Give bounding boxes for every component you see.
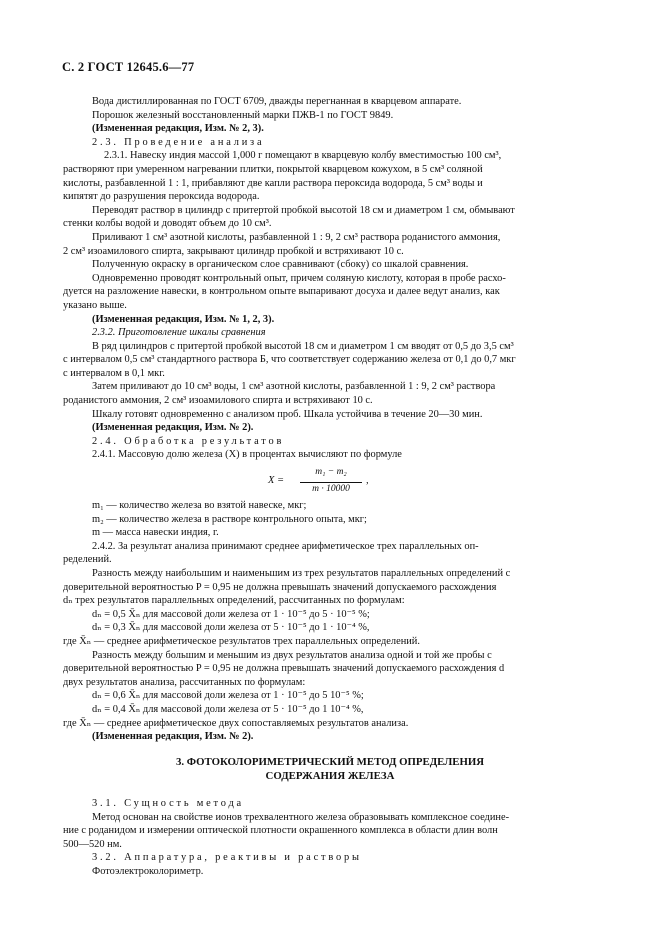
text-line: доверительной вероятностью P = 0,95 не должна превышать значений допускаемого расхождения d xyxy=(63,663,505,675)
text-line: m₁ — количество железа во взятой навеске, мкг; xyxy=(92,500,307,511)
formula-denominator: m · 10000 xyxy=(312,484,350,494)
text-line: ние с роданидом и измерении оптической плотности окрашенного комплекса в области длин волн xyxy=(63,825,498,837)
text-line: ределений. xyxy=(63,554,112,566)
subsection-title: 2.3.2. Приготовление шкалы сравнения xyxy=(92,327,266,339)
text-line: Порошок железный восстановленный марки ПЖВ-1 по ГОСТ 9849. xyxy=(92,109,394,121)
amendment-note: (Измененная редакция, Изм. № 2). xyxy=(92,731,254,743)
text-line: Приливают 1 см³ азотной кислоты, разбавленной 1 : 9, 2 см³ раствора роданистого аммония, xyxy=(92,231,501,243)
text-line: кипятят до разрушения пероксида водорода. xyxy=(63,191,260,203)
text-block-2 xyxy=(63,499,602,744)
text-line: 2.4.1. Массовую долю железа (X) в процентах вычисляют по формуле xyxy=(92,449,402,461)
text-line: растворяют при умеренном нагревании плитки, покрытой кварцевом кожухом, в 5 см³ соляной xyxy=(63,163,483,175)
text-line: dₙ = 0,6 X̄ₙ для массовой доли железа от 1 · 10⁻⁵ до 5 10⁻⁵ %; xyxy=(92,690,364,702)
amendment-note: (Измененная редакция, Изм. № 1, 2, 3). xyxy=(92,313,275,325)
text-line: Разность между большим и меньшим из двух результатов анализа одной и той же пробы с xyxy=(92,649,492,661)
section-heading: 3. ФОТОКОЛОРИМЕТРИЧЕСКИЙ МЕТОД ОПРЕДЕЛЕНИЯ xyxy=(175,756,485,768)
text-line: где X̄ₙ — среднее арифметическое результатов трех параллельных определений. xyxy=(63,635,420,647)
section-heading-cont: СОДЕРЖАНИЯ ЖЕЛЕЗА xyxy=(265,770,395,782)
text-line: стенки колбы водой и доводят объем до 10 см³. xyxy=(63,218,272,230)
text-line: дуется на разложение навески, в контрольном опыте выпаривают досуха и далее ведут анализ, как xyxy=(63,286,500,298)
text-line: m₂ — количество железа в растворе контрольного опыта, мкг; xyxy=(92,513,367,525)
formula-numerator: m₁ − m₂ xyxy=(315,467,347,477)
formula-lhs: X = xyxy=(268,475,285,486)
text-line: Разность между наибольшим и наименьшим из трех результатов параллельных определений с xyxy=(92,567,511,579)
text-line: В ряд цилиндров с притертой пробкой высотой 18 см и диаметром 1 см вводят от 0,5 до 3,5 см³ xyxy=(92,340,514,352)
text-line: доверительной вероятностью P = 0,95 не должна превышать значений допускаемого расхождения xyxy=(63,581,497,593)
text-line: Переводят раствор в цилиндр с притертой пробкой высотой 18 см и диаметром 1 см, обмывают xyxy=(92,204,515,216)
text-line: 500—520 нм. xyxy=(63,838,122,850)
section-title: 2.3. Проведение анализа xyxy=(92,136,265,148)
text-line: с интервалом 0,5 см³ стандартного раствора Б, что соответствует содержанию железа от 0,1 до 0,7 мкг xyxy=(63,354,516,366)
text-line: Вода дистиллированная по ГОСТ 6709, дважды перегнанная в кварцевом аппарате. xyxy=(92,96,462,107)
amendment-note: (Измененная редакция, Изм. № 2). xyxy=(92,422,254,434)
text-block-3 xyxy=(63,797,602,879)
text-line: dₙ = 0,4 X̄ₙ для массовой доли железа от 5 · 10⁻⁵ до 1 10⁻⁴ %, xyxy=(92,703,364,715)
text-line: Фотоэлектроколориметр. xyxy=(92,865,204,877)
section-title: 2.4. Обработка результатов xyxy=(92,435,285,447)
text-line: Затем приливают до 10 см³ воды, 1 см³ азотной кислоты, разбавленной 1 : 9, 2 см³ раствора xyxy=(92,381,496,393)
text-line: Одновременно проводят контрольный опыт, причем соляную кислоту, которая в пробе расхо- xyxy=(92,272,506,284)
text-line: где X̄ₙ — среднее арифметическое двух сопоставляемых результатов анализа. xyxy=(63,717,409,729)
amendment-note: (Измененная редакция, Изм. № 2, 3). xyxy=(92,123,264,135)
text-line: dₙ = 0,3 X̄ₙ для массовой доли железа от 5 · 10⁻⁵ до 1 · 10⁻⁴ %, xyxy=(92,622,370,634)
text-line: 2.4.2. За результат анализа принимают среднее арифметическое трех параллельных оп- xyxy=(92,540,479,552)
text-line: Метод основан на свойстве ионов трехвалентного железа образовывать комплексное соедине- xyxy=(92,811,510,823)
text-line: указано выше. xyxy=(63,299,127,311)
text-line: с интервалом в 0,1 мкг. xyxy=(63,367,165,379)
text-line: двух результатов анализа, рассчитанных по формулам: xyxy=(63,676,306,688)
text-line: 2 см³ изоамилового спирта, закрывают цилиндр пробкой и встряхивают 10 с. xyxy=(63,245,404,257)
text-line: роданистого аммония, 2 см³ изоамилового спирта и встряхивают 10 с. xyxy=(63,395,373,407)
text-line: Шкалу готовят одновременно с анализом проб. Шкала устойчива в течение 20—30 мин. xyxy=(92,408,483,420)
text-line: 2.3.1. Навеску индия массой 1,000 г помещают в кварцевую колбу вместимостью 100 см³, xyxy=(104,150,502,162)
text-line: кислоты, разбавленной 1 : 1, прибавляют две капли раствора пероксида водорода, 5 см³ воды и xyxy=(63,177,483,189)
formula-fraction-line xyxy=(300,482,362,483)
text-block-1 xyxy=(63,95,602,462)
text-line: Полученную окраску в органическом слое сравнивают (сбоку) со шкалой сравнения. xyxy=(92,259,469,271)
section-title: 3.2. Аппаратура, реактивы и растворы xyxy=(92,852,362,864)
text-line: dₙ трех результатов параллельных определений, рассчитанных по формулам: xyxy=(63,595,405,607)
page-header: С. 2 ГОСТ 12645.6—77 xyxy=(62,60,195,74)
text-line: dₙ = 0,5 X̄ₙ для массовой доли железа от 1 · 10⁻⁵ до 5 · 10⁻⁵ %; xyxy=(92,608,370,620)
formula-tail: , xyxy=(366,475,369,486)
text-line: m — масса навески индия, г. xyxy=(92,527,219,539)
section-title: 3.1. Сущность метода xyxy=(92,798,244,809)
